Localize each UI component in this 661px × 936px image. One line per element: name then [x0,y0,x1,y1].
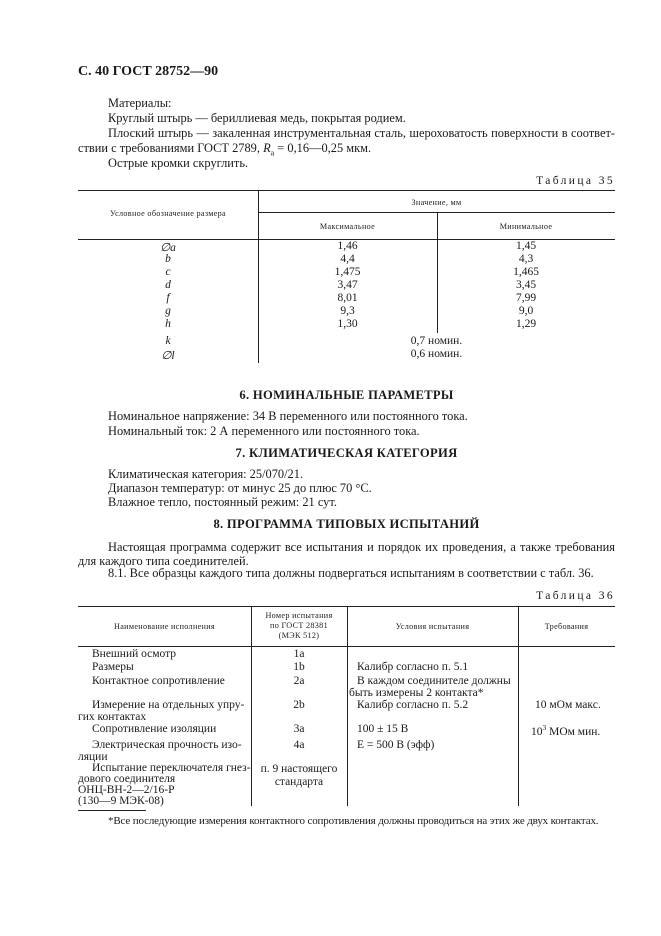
table35-sym [78,335,258,347]
table35-sym-text: c [165,266,171,278]
table36-row-name [78,762,251,807]
table35-max: 8,01 [337,292,358,304]
section7-title: 7. КЛИМАТИЧЕСКАЯ КАТЕГОРИЯ [235,446,458,460]
table35-nominal: 0,7 номин. [410,335,463,347]
table35-max: 1,475 [334,266,361,278]
section8-intro-line1: Настоящая программа содержит все испытания и порядок их проведения, а также требования [108,540,615,554]
footnote: *Все последующие измерения контактного сопротивления должны проводиться на этих же двух контактах. [108,815,599,827]
page-header: С. 40 ГОСТ 28752—90 [78,64,219,79]
table35-max: 1,30 [337,318,358,330]
table35-sym-text: ∅l [161,350,175,362]
table36-row-name: Размеры [92,661,134,673]
section7-line2: Диапазон температур: от минус 25 до плюс 70 °С. [108,481,372,495]
table36-vline-3 [518,606,519,806]
table36-row-cond [349,675,511,699]
table36-row-name [78,739,242,763]
table35-sym [78,253,258,265]
table36-col-test-no-line2: по ГОСТ 28381 [270,621,328,630]
section6-line1: Номинальное напряжение: 34 В переменного или постоянного тока. [108,409,468,423]
table36-row-name-line1: Измерение на отдельных упру- [92,699,245,711]
table35-min: 1,465 [513,266,539,278]
table36-row-name-line1: Испытание переключателя гнез- [92,762,251,774]
table35-sym [78,279,258,291]
section6-line2: Номинальный ток: 2 А переменного или постоянного тока. [108,424,420,438]
footnote-rule [78,810,146,811]
req-exponent: 3 [542,723,547,732]
table35-sym-text: d [165,279,171,291]
table35-col-max: Максимальное [319,222,376,231]
table36-row-name-line3: ОНЦ-ВН-2—2/16-Р [78,784,175,796]
table35-min: 7,99 [515,292,537,304]
table36-row-no: 4a [293,739,305,751]
table35-max: 1,46 [337,240,358,252]
table35-col-min: Минимальное [499,222,553,231]
table35-sym-text: ∅a [160,242,176,254]
section8-title: 8. ПРОГРАММА ТИПОВЫХ ИСПЫТАНИЙ [213,517,480,531]
table35-top-rule [78,190,615,191]
table35-min: 3,45 [515,279,537,291]
table35-sym-text: f [166,292,170,304]
table36-col-test-no-line1: Номер испытания [265,611,333,620]
table36-row-no: 3a [293,723,305,735]
ra-subscript: a [270,148,275,158]
table36-row-cond-line2: быть измерены 2 контакта* [349,687,484,699]
table35-sym-text: g [165,305,171,317]
table36-row-name-line2: дового соединителя [78,773,176,785]
table35-sym-text: b [165,253,171,265]
table35-caption: Таблица 35 [536,175,615,187]
table35-min: 9,0 [518,305,534,317]
table36-row-req [531,723,600,738]
table36-row-name-line2: гих контактах [78,711,147,723]
table35-nominal: 0,6 номин. [410,348,463,360]
table36-row-no: 1a [293,648,305,660]
table35-sym [78,305,258,317]
table36-row-cond: Калибр согласно п. 5.2 [357,699,469,711]
table35-max: 3,47 [337,279,358,291]
table35-sym-text: k [165,335,171,347]
table36-row-no: 1b [293,661,305,673]
table35-sym [78,292,258,304]
ra-value: = 0,16—0,25 мкм. [274,141,372,155]
table36-vline-2 [347,606,348,806]
table36-col-test-no [251,611,347,641]
table35-sym [78,266,258,278]
table35-sym [78,240,258,254]
table36-row-no: 2b [293,699,305,711]
section6-title: 6. НОМИНАЛЬНЫЕ ПАРАМЕТРЫ [239,388,454,402]
materials-round-pin: Круглый штырь — бериллиевая медь, покрытая родием. [108,111,406,125]
table35-max: 9,3 [340,305,355,317]
table36-row-cond: Калибр согласно п. 5.1 [357,661,469,673]
table36-row-no-line2: стандарта [274,776,324,788]
table36-row-req: 10 мОм макс. [535,699,601,711]
table36-row-cond: 100 ± 15 В [357,723,409,735]
table36-col-requirements: Требования [544,622,589,631]
materials-edges: Острые кромки скруглить. [108,156,249,170]
table35-min: 1,29 [515,318,537,330]
table35-sym [78,318,258,330]
table36-row-name: Контактное сопротивление [92,675,225,687]
table35-max: 4,4 [340,253,355,265]
ra-symbol: R [263,141,271,155]
materials-flat-pin-prefix: ствии с требованиями ГОСТ 2789, [78,141,264,155]
req-rest: МОм мин. [546,725,601,738]
table36-row-name-line1: Электрическая прочность изо- [92,739,242,751]
section7-line3: Влажное тепло, постоянный режим: 21 сут. [108,495,337,509]
table36-row-cond-line1: В каждом соединителе должны [357,675,511,687]
section8-clause: 8.1. Все образцы каждого типа должны подвергаться испытаниям в соответствии с табл. 36. [108,566,594,580]
table36-row-name-line4: (130—9 МЭК-08) [78,795,164,807]
table36-row-no: 2a [293,675,305,687]
table35-min: 4,3 [518,253,534,265]
table36-row-no [251,763,347,789]
table35-sym [78,348,258,362]
table36-row-name: Сопротивление изоляции [92,723,217,735]
table36-row-name: Внешний осмотр [92,648,177,660]
table36-row-cond: Е = 500 В (эфф) [357,739,435,751]
table36-row-name [78,699,245,723]
materials-flat-pin-line1: Плоский штырь — закаленная инструментальная сталь, шероховатость поверхности в соответ- [108,126,615,140]
materials-title: Материалы: [108,96,172,110]
req-base: 10 [531,725,543,738]
table36-col-test-no-line3: (МЭК 512) [278,631,320,640]
table35-min: 1,45 [515,240,537,252]
table36-col-name: Наименование исполнения [114,622,215,631]
table36-col-conditions: Условия испытания [395,622,470,631]
table36-row-no-line1: п. 9 настоящего [260,763,338,775]
table36-caption: Таблица 36 [536,590,615,602]
table35-sym-text: h [165,318,171,330]
section7-line1: Климатическая категория: 25/070/21. [108,467,304,481]
section8-intro-line2: для каждого типа соединителей. [78,554,249,568]
table36-row-name-line2: ляции [78,751,108,763]
table35-col-designation: Условное обозначение размера [109,209,226,218]
table35-col-value: Значение, мм [411,198,462,207]
